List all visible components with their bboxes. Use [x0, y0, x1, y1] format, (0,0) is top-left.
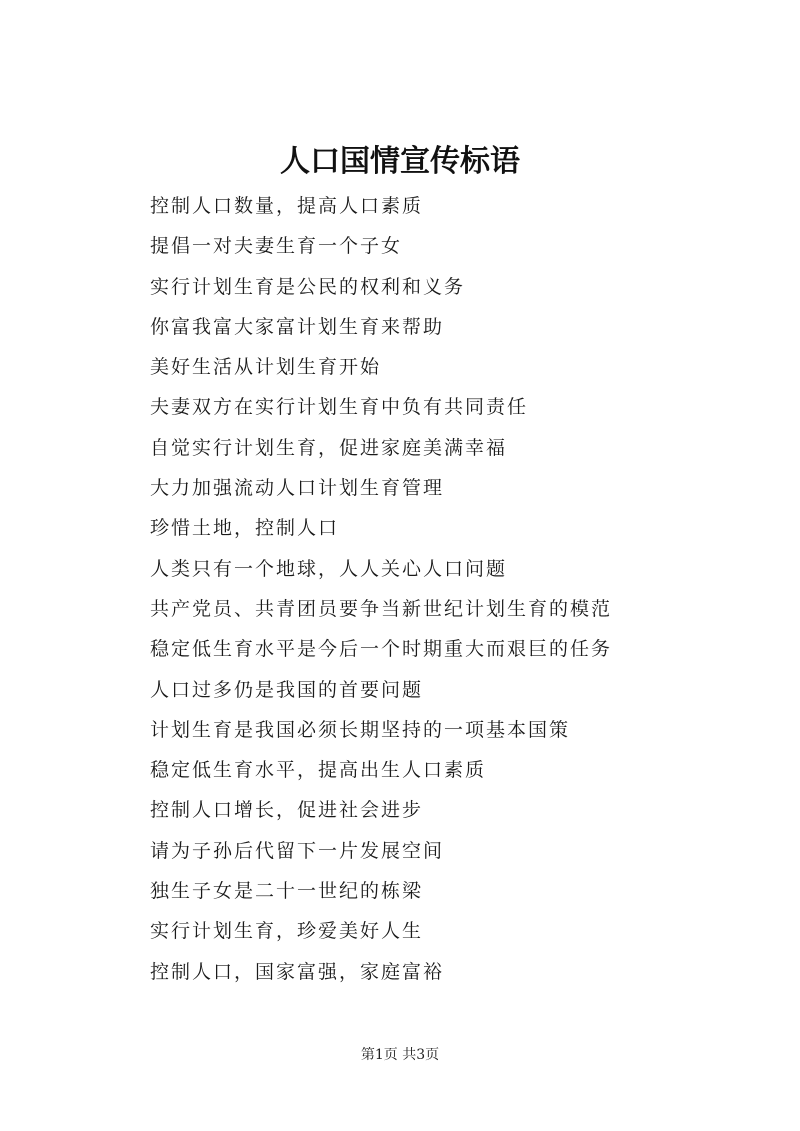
- slogan-line: 人口过多仍是我国的首要问题: [150, 678, 424, 701]
- slogan-line: 控制人口数量，提高人口素质: [150, 195, 424, 217]
- slogan-line: 共产党员、共青团员要争当新世纪计划生育的模范: [150, 597, 613, 620]
- page-title: 人口国情宣传标语: [280, 144, 520, 179]
- slogan-line: 请为子孙后代留下一片发展空间: [150, 839, 445, 862]
- slogan-line: 独生子女是二十一世纪的栋梁: [150, 880, 424, 903]
- slogan-line: 人类只有一个地球，人人关心人口问题: [150, 557, 508, 580]
- slogan-line: 你富我富大家富计划生育来帮助: [150, 315, 445, 338]
- slogan-line: 夫妻双方在实行计划生育中负有共同责任: [150, 396, 529, 419]
- slogan-list: [150, 186, 750, 992]
- slogan-line: 珍惜土地，控制人口: [150, 517, 340, 540]
- slogan-line: 稳定低生育水平，提高出生人口素质: [150, 759, 487, 782]
- slogan-line: 实行计划生育，珍爱美好人生: [150, 920, 424, 943]
- slogan-line: 自觉实行计划生育，促进家庭美满幸福: [150, 436, 508, 459]
- page-number-footer: 第1页 共3页: [360, 1047, 440, 1063]
- slogan-line: 提倡一对夫妻生育一个子女: [150, 235, 403, 258]
- slogan-line: 稳定低生育水平是今后一个时期重大而艰巨的任务: [150, 638, 613, 661]
- slogan-line: 计划生育是我国必须长期坚持的一项基本国策: [150, 718, 571, 741]
- slogan-line: 美好生活从计划生育开始: [150, 356, 382, 379]
- slogan-line: 控制人口，国家富强，家庭富裕: [150, 960, 445, 983]
- slogan-line: 控制人口增长，促进社会进步: [150, 799, 424, 822]
- slogan-line: 实行计划生育是公民的权利和义务: [150, 275, 466, 298]
- slogan-line: 大力加强流动人口计划生育管理: [150, 477, 445, 500]
